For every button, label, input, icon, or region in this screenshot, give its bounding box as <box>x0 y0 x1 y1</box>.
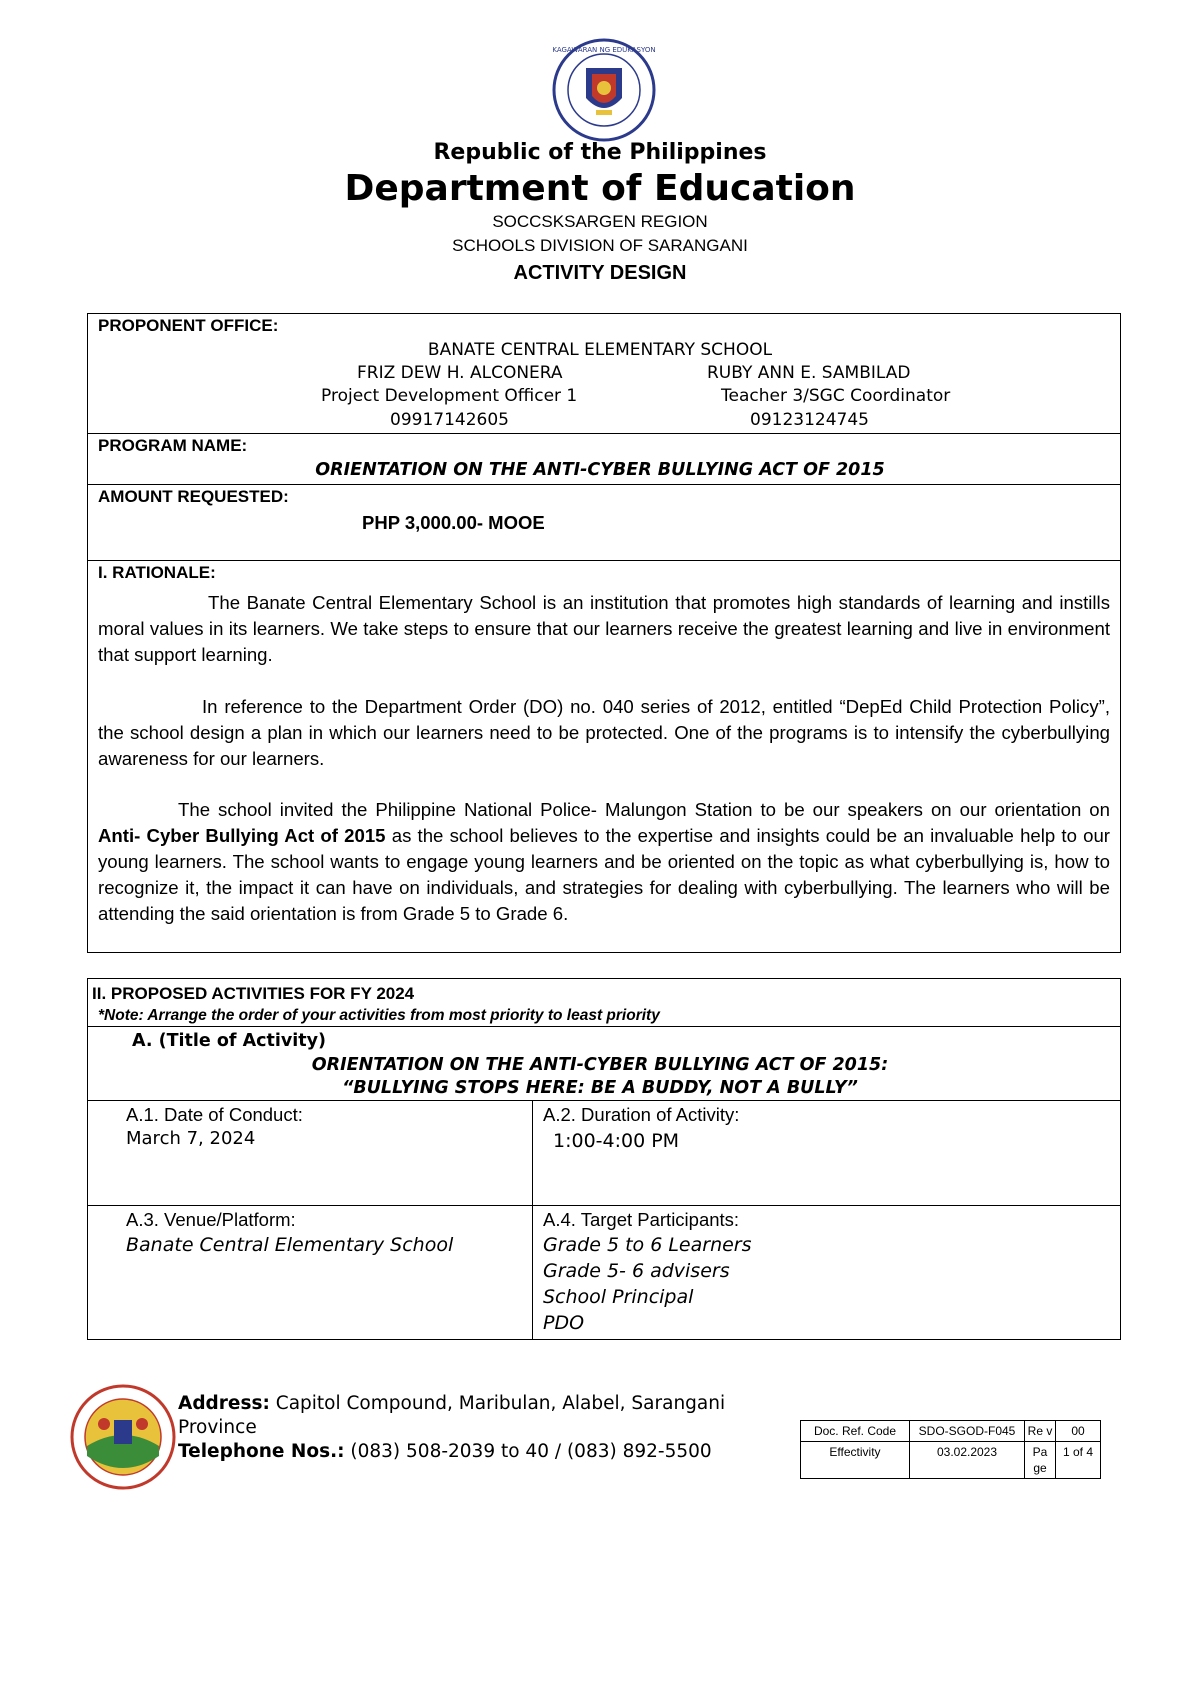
ref-cell: 03.02.2023 <box>910 1442 1025 1479</box>
proponent-person2-name: RUBY ANN E. SAMBILAD <box>707 363 911 383</box>
ref-cell: 1 of 4 <box>1056 1442 1101 1479</box>
column-divider <box>532 1100 533 1340</box>
proponent-person2-title: Teacher 3/SGC Coordinator <box>721 386 951 406</box>
header-republic: Republic of the Philippines <box>433 140 767 165</box>
activity-title-line-2: “BULLYING STOPS HERE: BE A BUDDY, NOT A BULLY” <box>342 1078 858 1098</box>
document-type-title: ACTIVITY DESIGN <box>513 262 687 284</box>
address-label: Address: <box>178 1393 270 1414</box>
rationale-p3-law: Anti- Cyber Bullying Act of 2015 <box>98 825 386 846</box>
program-label: PROGRAM NAME: <box>98 436 248 455</box>
row-divider <box>87 560 1121 561</box>
header-department: Department of Education <box>344 168 856 209</box>
row-divider <box>87 484 1121 485</box>
ref-cell: Pa ge <box>1025 1442 1056 1479</box>
document-reference-table <box>800 1420 1101 1479</box>
participant-item: Grade 5- 6 advisers <box>543 1260 730 1282</box>
header-region: SOCCSKSARGEN REGION <box>492 212 708 231</box>
proponent-person1-name: FRIZ DEW H. ALCONERA <box>357 363 563 383</box>
activities-note: *Note: Arrange the order of your activities from most priority to least priority <box>98 1007 660 1024</box>
amount-label: AMOUNT REQUESTED: <box>98 487 289 506</box>
telephone-label: Telephone Nos.: <box>178 1441 345 1462</box>
activity-title-label: A. (Title of Activity) <box>132 1031 327 1051</box>
ref-cell: Effectivity <box>801 1442 910 1479</box>
proponent-person2-phone: 09123124745 <box>750 410 869 430</box>
footer-address-block <box>178 1392 778 1484</box>
telephone-value: (083) 508-2039 to 40 / (083) 892-5500 <box>344 1441 712 1462</box>
row-divider <box>87 1026 1121 1027</box>
date-of-conduct-value: March 7, 2024 <box>126 1128 256 1149</box>
rationale-paragraph-3 <box>98 797 1110 927</box>
date-of-conduct-label: A.1. Date of Conduct: <box>126 1104 303 1125</box>
row-divider <box>87 1100 1121 1101</box>
participants-label: A.4. Target Participants: <box>543 1209 740 1230</box>
amount-value: PHP 3,000.00- MOOE <box>362 512 545 533</box>
duration-value: 1:00-4:00 PM <box>553 1130 680 1152</box>
program-name-value: ORIENTATION ON THE ANTI-CYBER BULLYING ACT OF 2015 <box>315 460 885 480</box>
rationale-p3-start: The school invited the Philippine National Police- Malungon Station to be our speakers on our orientation on <box>178 799 1110 820</box>
sdo-sarangani-logo <box>70 1384 176 1490</box>
venue-label: A.3. Venue/Platform: <box>126 1209 296 1230</box>
duration-label: A.2. Duration of Activity: <box>543 1104 740 1125</box>
svg-text:KAGAWARAN NG EDUKASYON: KAGAWARAN NG EDUKASYON <box>552 46 656 54</box>
participant-item: School Principal <box>543 1286 694 1308</box>
deped-seal-logo <box>552 38 656 142</box>
rationale-label: I. RATIONALE: <box>98 563 216 582</box>
participant-item: PDO <box>543 1312 585 1334</box>
activity-title-line-1: ORIENTATION ON THE ANTI-CYBER BULLYING ACT OF 2015: <box>311 1055 889 1075</box>
header-division: SCHOOLS DIVISION OF SARANGANI <box>452 236 748 255</box>
rationale-p3-end: as the school believes to the expertise and insights could be an invaluable help to our young learners. The school wants to engage young learners and be oriented on the topic as what cyberbullying is, how to recognize it, the impact it can have on individuals, and strategies for dealing with cyberbullying. The learners who will be attending the said orientation is from Grade 5 to Grade 6. <box>98 825 1110 924</box>
proponent-person1-phone: 09917142605 <box>390 410 509 430</box>
venue-value: Banate Central Elementary School <box>126 1234 454 1256</box>
rationale-paragraph-1: The Banate Central Elementary School is an institution that promotes high standards of learning and instills moral values in its learners. We take steps to ensure that our learners receive the greatest learning and live in environment that support learning. <box>98 592 1110 665</box>
rationale-paragraph-2: In reference to the Department Order (DO) no. 040 series of 2012, entitled “DepEd Child Protection Policy”, the school design a plan in which our learners need to be protected. One of the programs is to intensify the cyberbullying awareness for our learners. <box>98 696 1110 769</box>
proponent-label: PROPONENT OFFICE: <box>98 316 279 335</box>
address-value: Capitol Compound, Maribulan, Alabel, Sarangani Province <box>178 1393 726 1438</box>
proponent-person1-title: Project Development Officer 1 <box>321 386 578 406</box>
ref-cell: Re v <box>1025 1421 1056 1442</box>
proponent-school: BANATE CENTRAL ELEMENTARY SCHOOL <box>427 340 773 360</box>
ref-cell: 00 <box>1056 1421 1101 1442</box>
ref-cell: Doc. Ref. Code <box>801 1421 910 1442</box>
ref-cell: SDO-SGOD-F045 <box>910 1421 1025 1442</box>
activities-label: II. PROPOSED ACTIVITIES FOR FY 2024 <box>92 984 415 1003</box>
participant-item: Grade 5 to 6 Learners <box>543 1234 752 1256</box>
row-divider <box>87 1205 1121 1206</box>
row-divider <box>87 433 1121 434</box>
